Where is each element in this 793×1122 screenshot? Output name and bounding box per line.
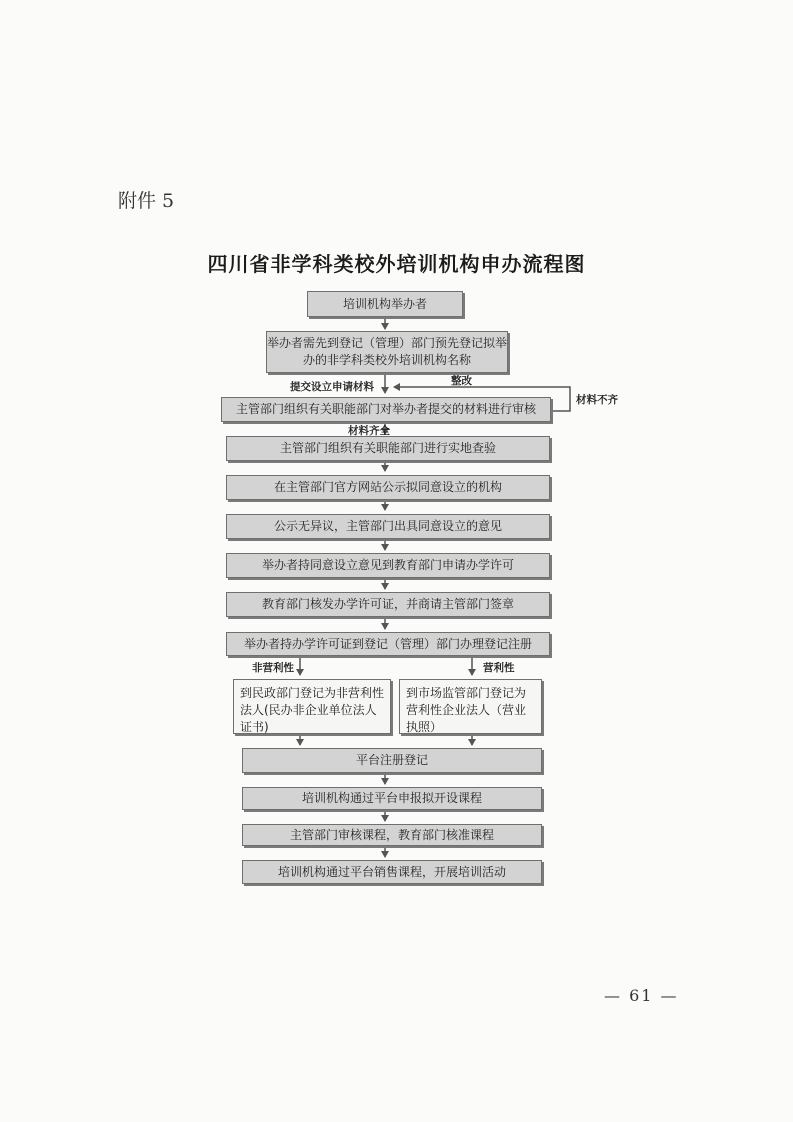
step-issue-license: 教育部门核发办学许可证，并商请主管部门签章	[226, 592, 550, 617]
label-submit-materials: 提交设立申请材料	[290, 381, 374, 393]
label-materials-complete: 材料齐全	[348, 425, 390, 437]
page-title: 四川省非学科类校外培训机构申办流程图	[207, 252, 586, 276]
step-course-sales: 培训机构通过平台销售课程，开展培训活动	[242, 860, 542, 884]
attachment-label: 附件 5	[118, 190, 175, 212]
step-approval-opinion: 公示无异议，主管部门出具同意设立的意见	[226, 514, 550, 539]
step-material-review: 主管部门组织有关职能部门对举办者提交的材料进行审核	[221, 397, 551, 422]
page-number: — 61 —	[604, 986, 679, 1005]
step-site-inspection: 主管部门组织有关职能部门进行实地查验	[226, 436, 550, 461]
step-course-approval: 主管部门审核课程，教育部门核准课程	[242, 824, 542, 846]
step-public-notice: 在主管部门官方网站公示拟同意设立的机构	[226, 475, 550, 500]
label-revise: 整改	[451, 375, 472, 387]
step-profit-registration: 到市场监管部门登记为营利性企业法人（营业执照）	[399, 679, 542, 734]
label-profit: 营利性	[483, 662, 515, 674]
step-course-declaration: 培训机构通过平台申报拟开设课程	[242, 787, 542, 810]
step-registration: 举办者持办学许可证到登记（管理）部门办理登记注册	[226, 632, 550, 656]
step-nonprofit-registration: 到民政部门登记为非营利性法人(民办非企业单位法人证书)	[233, 679, 391, 734]
label-materials-incomplete: 材料不齐	[576, 394, 618, 406]
step-name-preregistration: 举办者需先到登记（管理）部门预先登记拟举办的非学科类校外培训机构名称	[266, 331, 508, 373]
step-organizer: 培训机构举办者	[307, 291, 463, 317]
step-apply-license: 举办者持同意设立意见到教育部门申请办学许可	[226, 553, 550, 578]
step-platform-registration: 平台注册登记	[242, 748, 542, 773]
label-nonprofit: 非营利性	[252, 662, 294, 674]
